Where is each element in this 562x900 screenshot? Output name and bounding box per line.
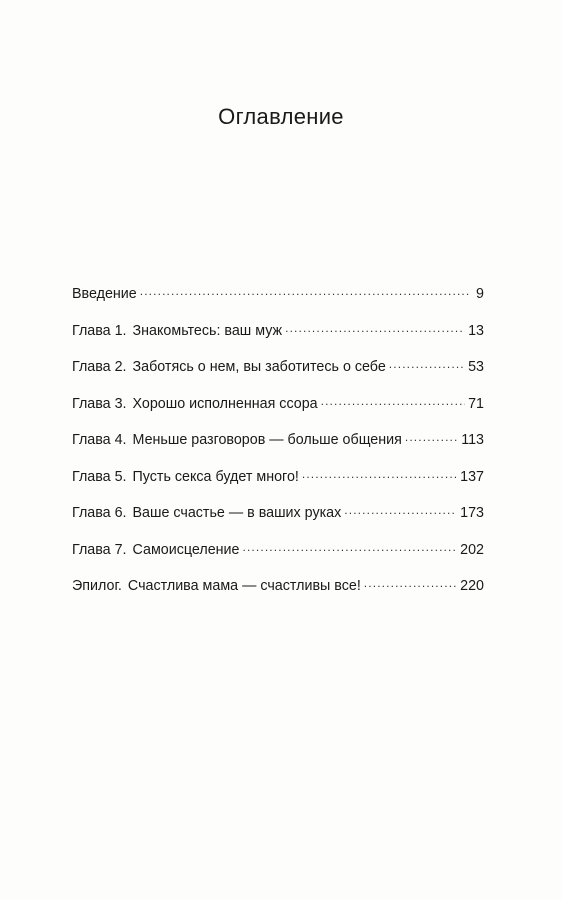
toc-entry [72, 574, 484, 611]
toc-dot-leader [389, 357, 465, 371]
toc-entry-chapter: Глава 6. [72, 505, 127, 521]
toc-entry [72, 501, 484, 538]
toc-entry-page: 53 [468, 359, 484, 375]
toc-entry-label [72, 392, 318, 416]
toc-entry-chapter: Глава 5. [72, 468, 127, 485]
toc-entry-page: 202 [460, 541, 484, 558]
toc-dot-leader [344, 503, 457, 517]
page-title: Оглавление [218, 104, 344, 129]
toc-entry [72, 319, 484, 356]
toc-entry-label [72, 465, 299, 489]
toc-entry [72, 282, 484, 319]
toc-entry-chapter: Глава 1. [72, 322, 127, 339]
toc-entry-page: 13 [468, 322, 484, 339]
toc-dot-leader [302, 467, 457, 481]
toc-dot-leader [321, 394, 465, 408]
toc-entry-name: Заботясь о нем, вы заботитесь о себе [132, 359, 386, 375]
toc-entry-label [72, 574, 361, 598]
toc-entry-page: 220 [460, 578, 484, 594]
toc-entry-name: Введение [72, 286, 137, 302]
toc-entry-name: Счастлива мама — счастливы все! [127, 578, 361, 594]
toc-entry-name: Самоисцеление [132, 541, 240, 558]
toc-entry-page: 113 [461, 432, 484, 448]
toc-entry-chapter: Эпилог. [72, 578, 122, 594]
toc-entry-label [72, 501, 341, 525]
toc-entry-name: Ваше счастье — в ваших руках [132, 505, 342, 521]
toc-entry [72, 538, 484, 575]
toc-dot-leader [243, 540, 458, 554]
toc-entry-name: Меньше разговоров — больше общения [132, 432, 402, 448]
toc-entry [72, 392, 484, 429]
toc-entry-chapter: Глава 3. [72, 395, 127, 412]
toc-entry-chapter: Глава 4. [72, 432, 127, 448]
toc-entry-page: 173 [460, 505, 484, 521]
toc-entry-name: Хорошо исполненная ссора [132, 395, 318, 412]
toc-entry-label [72, 319, 282, 343]
toc-entry-label [72, 428, 402, 452]
toc-entry-label [72, 355, 386, 379]
toc-entry-chapter: Глава 7. [72, 541, 127, 558]
toc-dot-leader [140, 284, 471, 298]
toc-entry [72, 465, 484, 502]
toc-entry-label [72, 282, 137, 306]
toc-dot-leader [285, 321, 465, 335]
toc-entry-chapter: Глава 2. [72, 359, 127, 375]
toc-entry [72, 355, 484, 392]
toc-entry-name: Пусть секса будет много! [132, 468, 299, 485]
toc-dot-leader [405, 430, 458, 444]
toc-entry [72, 428, 484, 465]
toc-dot-leader [364, 576, 457, 590]
table-of-contents [72, 282, 484, 611]
toc-entry-page: 9 [476, 286, 484, 302]
toc-entry-name: Знакомьтесь: ваш муж [132, 322, 283, 339]
toc-entry-page: 71 [468, 395, 484, 412]
toc-entry-label [72, 538, 240, 562]
toc-entry-page: 137 [460, 468, 484, 485]
